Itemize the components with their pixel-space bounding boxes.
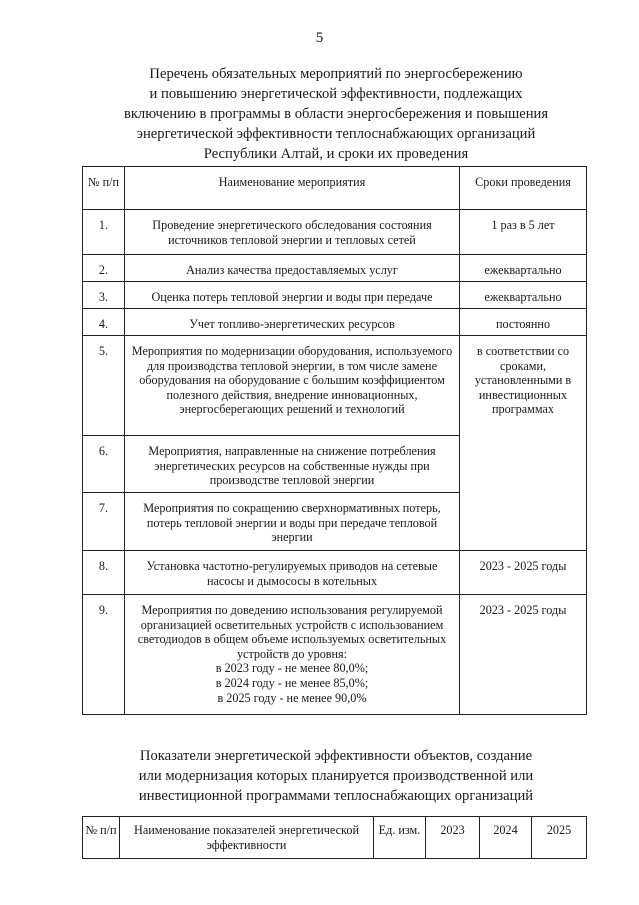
row-num: 1. bbox=[83, 210, 125, 255]
table-row bbox=[83, 282, 587, 309]
header-term: Сроки проведения bbox=[460, 167, 587, 210]
header-indicator-name: Наименование показателей энергетической эффективности bbox=[120, 817, 374, 859]
header-year-2023: 2023 bbox=[426, 817, 480, 859]
row-name: Анализ качества предоставляемых услуг bbox=[125, 255, 460, 282]
table-row bbox=[83, 210, 587, 255]
table-header-row bbox=[83, 817, 587, 859]
row-term: постоянно bbox=[460, 309, 587, 336]
header-num: № п/п bbox=[83, 817, 120, 859]
header-year-2024: 2024 bbox=[480, 817, 532, 859]
row-name-with-levels bbox=[125, 595, 460, 715]
row-name: Мероприятия по сокращению сверхнормативных потерь, потерь тепловой энергии и воды при передаче тепловой энергии bbox=[125, 493, 460, 551]
header-unit: Ед. изм. bbox=[374, 817, 426, 859]
title-line: инвестиционной программами теплоснабжающих организаций bbox=[138, 788, 534, 804]
table-row bbox=[83, 309, 587, 336]
row-name: Мероприятия по модернизации оборудования, используемого для производства тепловой энергии, в том числе замене оборудования на оборудование с большим коэффициентом полезного действия, внедрение инновационных, энергосберегающих решений и технологий bbox=[125, 336, 460, 436]
header-num: № п/п bbox=[83, 167, 125, 210]
title-line: Республики Алтай, и сроки их проведения bbox=[203, 146, 469, 162]
table-row bbox=[83, 336, 587, 436]
row-num: 2. bbox=[83, 255, 125, 282]
row-name: Учет топливо-энергетических ресурсов bbox=[125, 309, 460, 336]
row-num: 4. bbox=[83, 309, 125, 336]
row-name: Установка частотно-регулируемых приводов на сетевые насосы и дымососы в котельных bbox=[125, 551, 460, 595]
table-header-row bbox=[83, 167, 587, 210]
table-row bbox=[83, 255, 587, 282]
header-year-2025: 2025 bbox=[532, 817, 587, 859]
row-term: 2023 - 2025 годы bbox=[460, 595, 587, 715]
row-term: 2023 - 2025 годы bbox=[460, 551, 587, 595]
title-line: Перечень обязательных мероприятий по энергосбережению bbox=[149, 66, 523, 82]
level-item: в 2023 году - не менее 80,0%; bbox=[215, 661, 369, 676]
row-num: 9. bbox=[83, 595, 125, 715]
row-term-merged: в соответствии со сроками, установленными в инвестиционных программах bbox=[460, 336, 587, 551]
title-line: энергетической эффективности теплоснабжающих организаций bbox=[136, 126, 536, 142]
row-term: ежеквартально bbox=[460, 255, 587, 282]
level-item: в 2024 году - не менее 85,0%; bbox=[215, 675, 369, 690]
row-num: 3. bbox=[83, 282, 125, 309]
row-num: 5. bbox=[83, 336, 125, 436]
title-line: и повышению энергетической эффективности, подлежащих bbox=[149, 86, 523, 102]
row-num: 8. bbox=[83, 551, 125, 595]
title-line: Показатели энергетической эффективности объектов, создание bbox=[139, 748, 533, 764]
row-term: ежеквартально bbox=[460, 282, 587, 309]
row-term: 1 раз в 5 лет bbox=[460, 210, 587, 255]
row-name: Мероприятия, направленные на снижение потребления энергетических ресурсов на собственные нужды при производстве тепловой энергии bbox=[125, 436, 460, 493]
page-number: 5 bbox=[315, 30, 324, 46]
title-line: или модернизация которых планируется производственной или bbox=[138, 768, 534, 784]
indicators-table bbox=[82, 816, 587, 859]
measures-table bbox=[82, 166, 587, 715]
level-item: в 2025 году - не менее 90,0% bbox=[217, 690, 367, 705]
header-name: Наименование мероприятия bbox=[125, 167, 460, 210]
section-title bbox=[92, 746, 580, 806]
document-title bbox=[92, 64, 580, 164]
row-name: Оценка потерь тепловой энергии и воды при передаче bbox=[125, 282, 460, 309]
title-line: включению в программы в области энергосбережения и повышения bbox=[123, 106, 549, 122]
row-num: 6. bbox=[83, 436, 125, 493]
table-row bbox=[83, 595, 587, 715]
row-num: 7. bbox=[83, 493, 125, 551]
table-row bbox=[83, 551, 587, 595]
row-name: Мероприятия по доведению использования регулируемой организацией осветительных устройств с использованием светодиодов в общем объеме используемых осветительных устройств до уровня: bbox=[137, 603, 447, 661]
row-name: Проведение энергетического обследования состояния источников тепловой энергии и тепловых сетей bbox=[125, 210, 460, 255]
